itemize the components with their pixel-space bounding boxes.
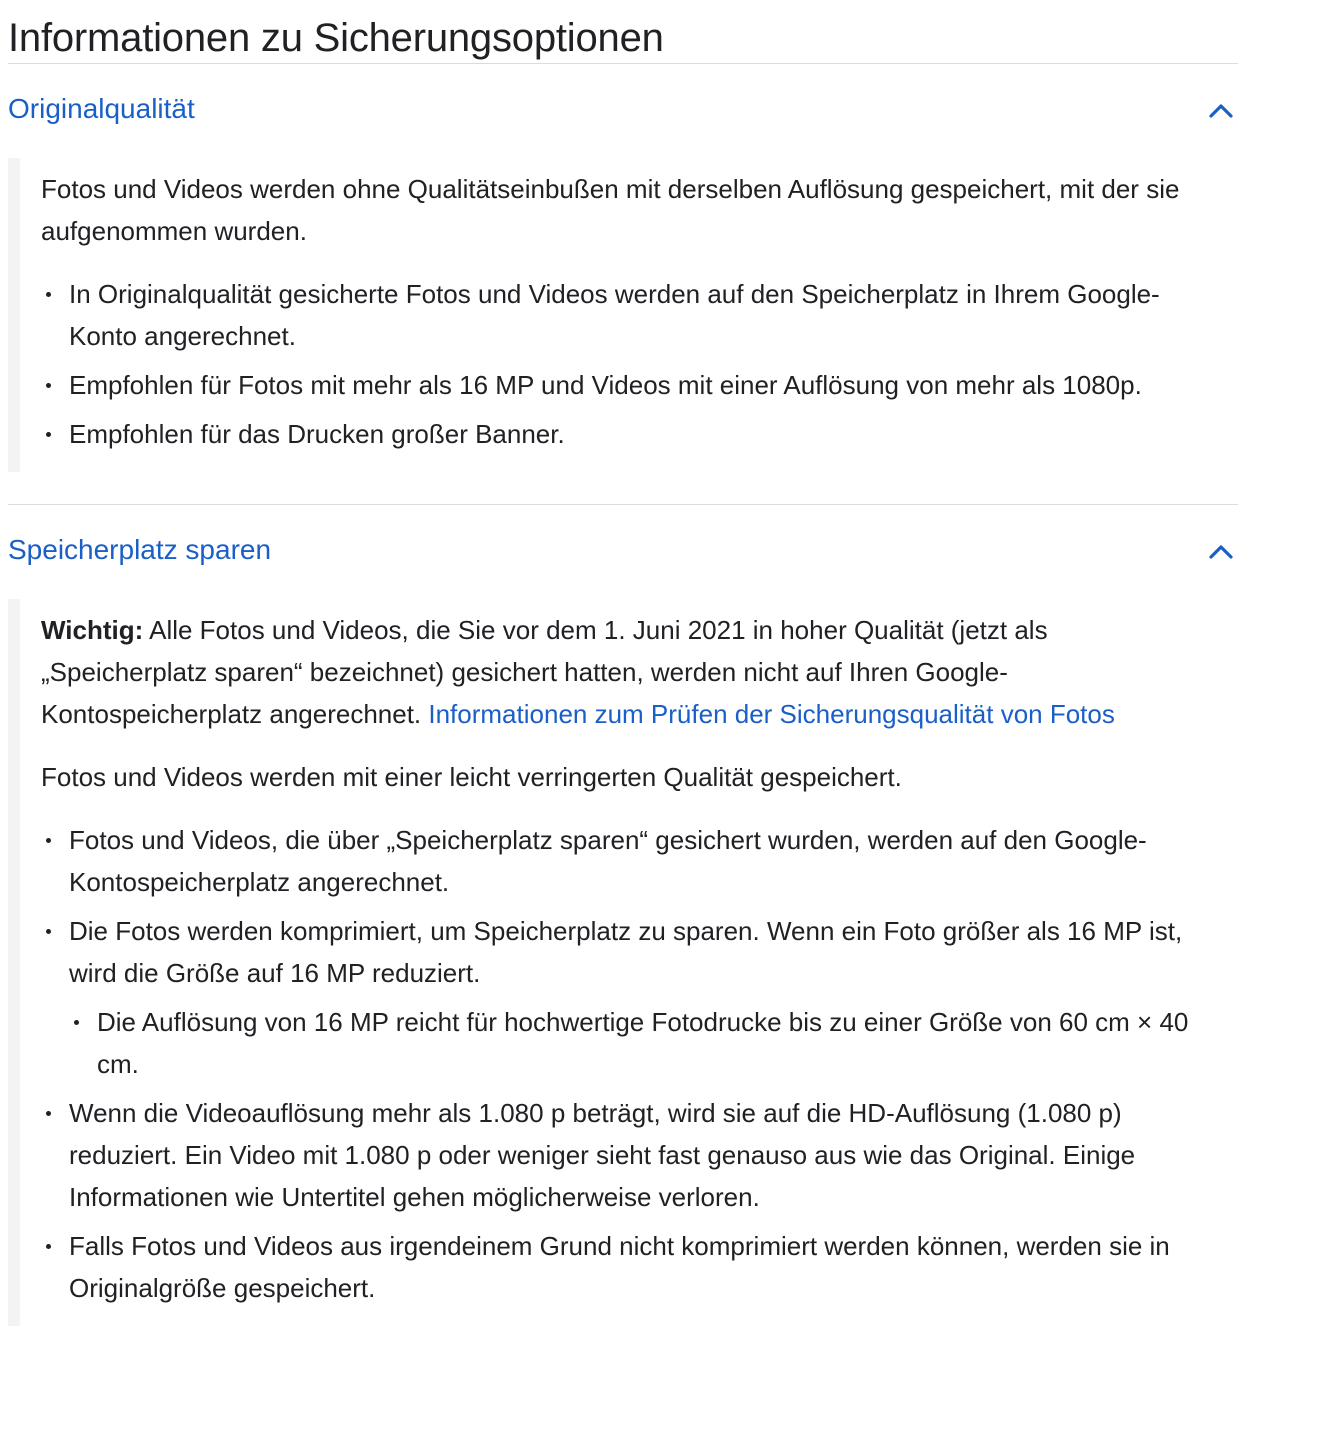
- sub-bullet-list: [69, 1001, 1214, 1085]
- bullet-list: [41, 819, 1214, 1309]
- list-item-text: Die Fotos werden komprimiert, um Speicherplatz zu sparen. Wenn ein Foto größer als 16 MP ist, wird die Größe auf 16 MP reduziert.: [69, 916, 1183, 988]
- list-item: Empfohlen für Fotos mit mehr als 16 MP und Videos mit einer Auflösung von mehr als 1080p.: [41, 364, 1214, 406]
- important-note: [41, 609, 1214, 735]
- list-item: In Originalqualität gesicherte Fotos und Videos werden auf den Speicherplatz in Ihrem Google-Konto angerechnet.: [41, 273, 1214, 357]
- section-storage-saver: [8, 505, 1238, 1326]
- section-body-storage-saver: [8, 599, 1238, 1326]
- list-item: Empfohlen für das Drucken großer Banner.: [41, 413, 1214, 455]
- section-title[interactable]: Speicherplatz sparen: [8, 534, 272, 565]
- section-header-storage-saver[interactable]: [8, 505, 1238, 599]
- sub-list-item: Die Auflösung von 16 MP reicht für hochwertige Fotodrucke bis zu einer Größe von 60 cm × 40 cm.: [69, 1001, 1214, 1085]
- backup-quality-link[interactable]: Informationen zum Prüfen der Sicherungsqualität von Fotos: [428, 699, 1115, 729]
- list-item: Falls Fotos und Videos aus irgendeinem Grund nicht komprimiert werden können, werden sie in Originalgröße gespeichert.: [41, 1225, 1214, 1309]
- section-title[interactable]: Originalqualität: [8, 93, 195, 124]
- page-title: Informationen zu Sicherungsoptionen: [8, 0, 1238, 64]
- chevron-up-icon[interactable]: [1208, 539, 1234, 565]
- section-intro: Fotos und Videos werden mit einer leicht verringerten Qualität gespeichert.: [41, 762, 902, 792]
- bullet-list: [41, 273, 1214, 455]
- important-text: Alle Fotos und Videos, die Sie vor dem 1. Juni 2021 in hoher Qualität (jetzt als „Speicherplatz sparen“ bezeichnet) gesichert hatten, werden nicht auf Ihren Google-Kontospeicherplatz angerechnet.: [41, 615, 1048, 729]
- chevron-up-icon[interactable]: [1208, 98, 1234, 124]
- section-original-quality: [8, 64, 1238, 505]
- section-intro: Fotos und Videos werden ohne Qualitätseinbußen mit derselben Auflösung gespeichert, mit der sie aufgenommen wurden.: [41, 174, 1180, 246]
- important-label: Wichtig:: [41, 615, 144, 645]
- help-article: [8, 0, 1238, 1358]
- section-header-original-quality[interactable]: [8, 64, 1238, 158]
- section-body-original-quality: [8, 158, 1238, 472]
- list-item: Fotos und Videos, die über „Speicherplatz sparen“ gesichert wurden, werden auf den Google-Kontospeicherplatz angerechnet.: [41, 819, 1214, 903]
- list-item: Wenn die Videoauflösung mehr als 1.080 p beträgt, wird sie auf die HD-Auflösung (1.080 p) reduziert. Ein Video mit 1.080 p oder weniger sieht fast genauso aus wie das Original. Einige Informationen wie Untertitel gehen möglicherweise verloren.: [41, 1092, 1214, 1218]
- list-item: [41, 910, 1214, 1085]
